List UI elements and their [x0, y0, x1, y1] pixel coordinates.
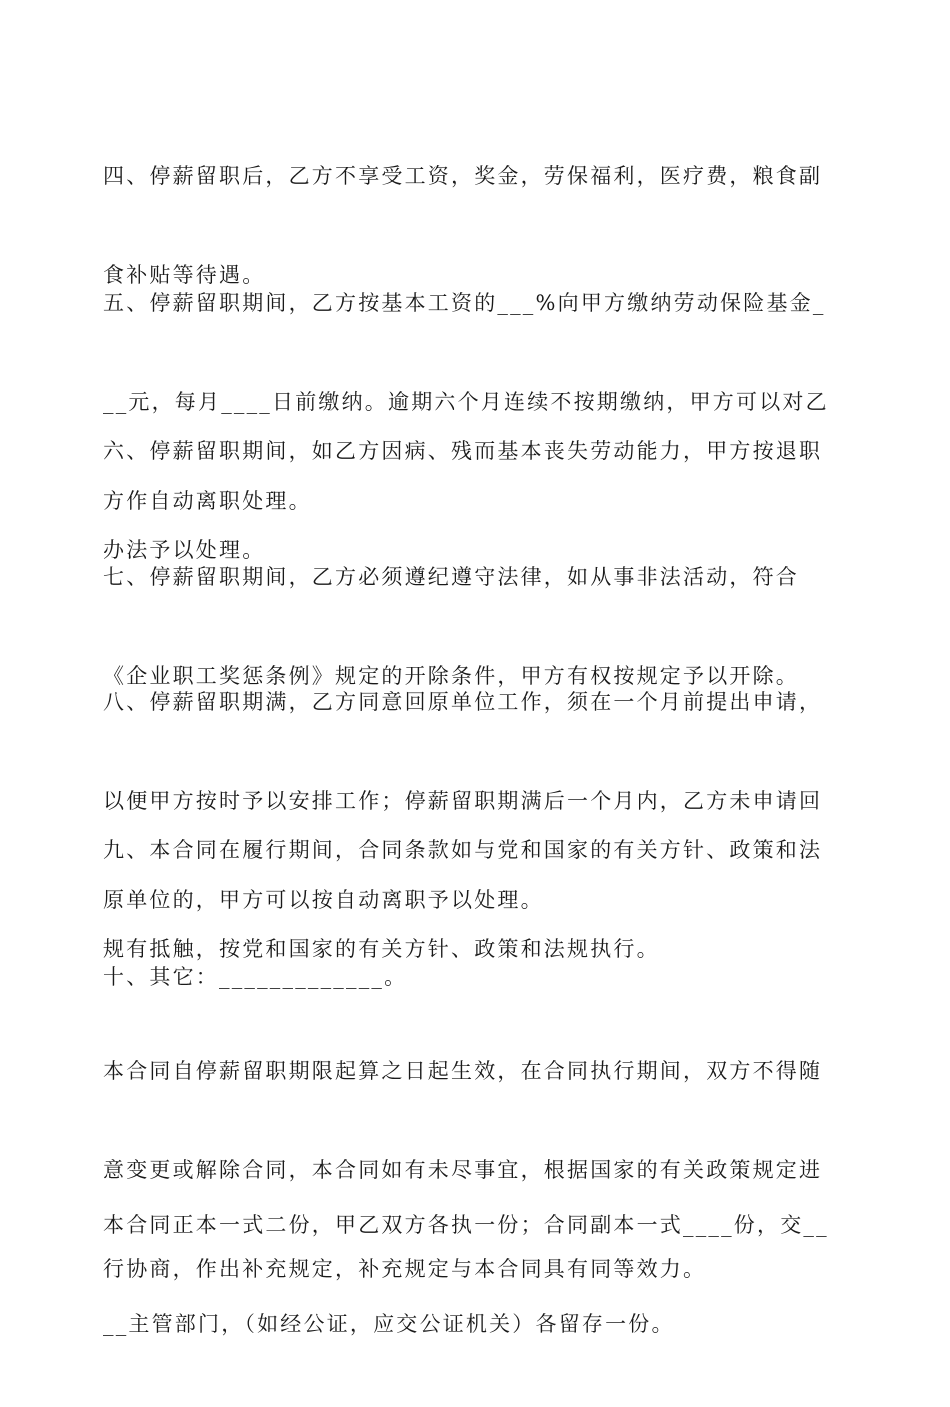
clause-8-line-2: 以便甲方按时予以安排工作；停薪留职期满后一个月内，乙方未申请回 [103, 789, 823, 813]
clause-6-line-2: 办法予以处理。 [103, 538, 266, 562]
clause-8-line-1: 八、停薪留职期满，乙方同意回原单位工作，须在一个月前提出申请， [103, 690, 823, 714]
copies-clause-line-2: __主管部门，（如经公证，应交公证机关）各留存一份。 [103, 1312, 675, 1336]
effective-clause-line-2: 意变更或解除合同，本合同如有未尽事宜，根据国家的有关政策规定进 [103, 1158, 823, 1182]
clause-7-line-2: 《企业职工奖惩条例》规定的开除条件，甲方有权按规定予以开除。 [103, 664, 799, 688]
clause-4-line-1: 四、停薪留职后，乙方不享受工资，奖金，劳保福利，医疗费，粮食副 [103, 164, 823, 188]
clause-9-line-2: 规有抵触，按党和国家的有关方针、政策和法规执行。 [103, 937, 660, 961]
clause-9-line-1: 九、本合同在履行期间，合同条款如与党和国家的有关方针、政策和法 [103, 838, 823, 862]
clause-7-line-1: 七、停薪留职期间，乙方必须遵纪遵守法律，如从事非法活动，符合 [103, 565, 799, 589]
clause-5-line-2: __元，每月____日前缴纳。逾期六个月连续不按期缴纳，甲方可以对乙 [103, 390, 829, 414]
effective-clause-line-1: 本合同自停薪留职期限起算之日起生效，在合同执行期间，双方不得随 [103, 1059, 823, 1083]
copies-clause [103, 1143, 851, 1407]
clause-8-line-3: 原单位的，甲方可以按自动离职予以处理。 [103, 888, 544, 912]
effective-clause-line-3: 行协商，作出补充规定，补充规定与本合同具有同等效力。 [103, 1257, 707, 1281]
copies-clause-line-1: 本合同正本一式二份，甲乙双方各执一份；合同副本一式____份，交__ [103, 1213, 829, 1237]
clause-4-line-2: 食补贴等待遇。 [103, 263, 266, 287]
clause-5-line-3: 方作自动离职处理。 [103, 489, 312, 513]
clause-10-line-1: 十、其它：_____________。 [103, 965, 408, 989]
clause-5-line-1: 五、停薪留职期间，乙方按基本工资的___%向甲方缴纳劳动保险基金_ [103, 291, 826, 315]
clause-6-line-1: 六、停薪留职期间，如乙方因病、残而基本丧失劳动能力，甲方按退职 [103, 439, 823, 463]
